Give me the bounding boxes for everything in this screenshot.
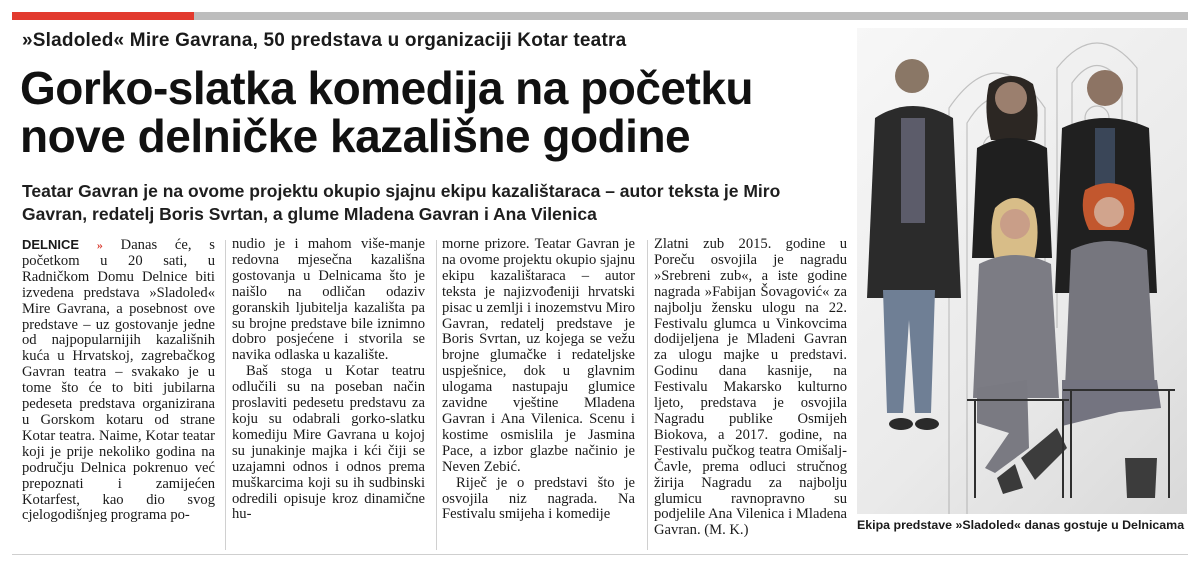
headline-line-2: nove delničke kazališne godine [20, 110, 691, 162]
cast-photo [857, 28, 1187, 514]
dateline: DELNICE [22, 237, 80, 252]
column-divider [436, 240, 437, 550]
body-paragraph: Zlatni zub 2015. godine u Poreču osvojila je nagradu »Srebreni zub«, a iste godine nagrada »Fabijan Šovagović« za najbolju žensku ulogu na 22. Festivalu glumca u Vinkovcima dodijeljena je Mladeni Gavran za ulogu majke u predstavi. Godinu dana kasnije, na Festivalu Makarsko kulturno ljeto, predstava je osvojila Nagradu publike Osmijeh Biokova, a 2017. godine, na Festivalu pučkog teatra Omišalj-Čavle, prema odluci stručnog žirija Nagradu za najbolju glumicu ravnopravno su podjelile Ana Vilenica i Mladena Gavran. (M. K.) [654, 237, 847, 539]
body-column-2 [232, 237, 425, 553]
body-paragraph: nudio je i mahom više-manje redovna mjesečna kazališna gostovanja u Delnicama što je naišlo na odličan odaziv goranskih ljubitelja kazališta pa su brojne predstave bile iznimno dobro posjećene i stvorila se navika odlaska u kazalište. [232, 237, 425, 364]
article-headline [20, 64, 850, 160]
article-body [22, 237, 848, 553]
body-paragraph: Riječ je o predstavi što je osvojila niz nagrada. Na Festivalu smijeha i komedije [442, 474, 635, 523]
top-accent-bar [12, 12, 194, 20]
photo-caption: Ekipa predstave »Sladoled« danas gostuje u Delnicama [857, 518, 1185, 532]
body-column-1 [22, 237, 215, 553]
cast-photo-illustration [857, 28, 1187, 514]
dateline-arrow-icon: » [96, 238, 103, 252]
body-column-4 [654, 237, 847, 553]
body-paragraph [22, 237, 215, 524]
bottom-rule [12, 554, 1188, 555]
body-paragraph: Baš stoga u Kotar teatru odlučili su na poseban način proslaviti pedesetu predstavu za koju su odabrali gorko-slatku komediju Mire Gavrana u kojoj su junakinje majka i kći čiji se uzajamni odnos i odnos prema muškarcima koji su ih sudbinski odredili opisuje kroz dinamične hu- [232, 363, 425, 523]
body-paragraph: morne prizore. Teatar Gavran je na ovome projektu okupio sjajnu ekipu kazalištaraca – autor teksta je najizvođeniji hrvatski pisac u zemlji i inozemstvu Miro Gavran, redatelj predstave je Boris Svrtan, uz kojega se vežu brojne glumačke i redateljske uspješnice, dok u glavnim ulogama nastupaju glumice zavidne vještine Mladena Gavran i Ana Vilenica. Scenu i kostime osmislila je Jasmina Pace, a izbor glazbe načinio je Neven Zebić. [442, 237, 635, 475]
column-divider [647, 240, 648, 550]
article-kicker: »Sladoled« Mire Gavrana, 50 predstava u organizaciji Kotar teatra [22, 30, 627, 51]
headline-line-1: Gorko-slatka komedija na početku [20, 62, 754, 114]
column-divider [225, 240, 226, 550]
article-dek: Teatar Gavran je na ovome projektu okupio sjajnu ekipu kazalištaraca – autor teksta je Miro Gavran, redatelj Boris Svrtan, a glume Mladena Gavran i Ana Vilenica [22, 181, 781, 224]
paragraph-text: Danas će, s početkom u 20 sati, u Radničkom Domu Delnice biti izvedena predstava »Sladoled« Mire Gavrana, a posebnost ove predstave – uz gostovanje jedne od najpopularnijih kazališnih kuća u Hrvatskoj, zagrebačkog Gavran teatra – svakako je u tome što će to biti jubilarna pedeseta predstava organizirana u Gorskom kotaru od strane Kotar teatra. Naime, Kotar teatar koji je prije nekoliko godina na području Delnica pokrenuo već prepoznati i zamijećen Kotarfest, kao dio svog cjelogodišnjeg programa po- [22, 237, 215, 524]
body-column-3 [442, 237, 635, 553]
top-color-bar [12, 12, 1188, 20]
